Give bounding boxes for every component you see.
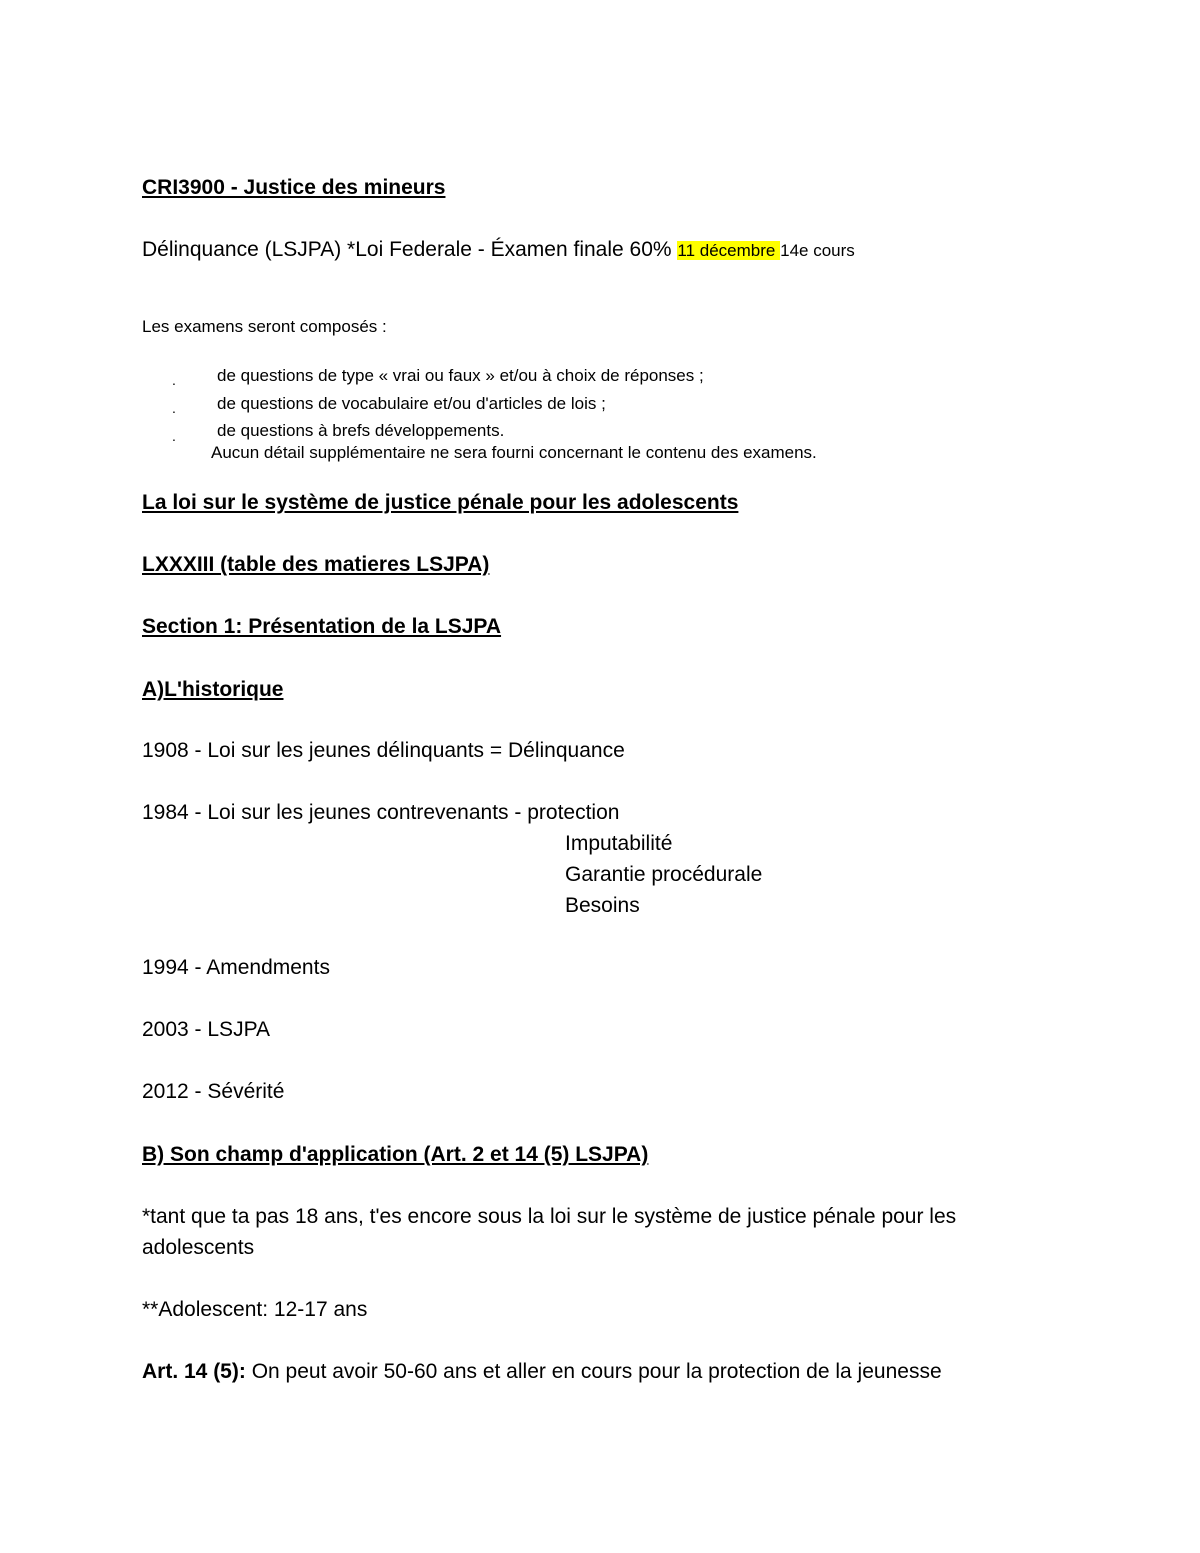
intro-prefix: Délinquance (LSJPA) *Loi Federale - Éxamen finale 60%	[142, 238, 678, 261]
scope-note-line-1: *tant que ta pas 18 ans, t'es encore sous la loi sur le système de justice pénale pour les	[142, 1205, 957, 1228]
intro-line	[142, 238, 855, 262]
intro-suffix: 14e cours	[780, 241, 855, 260]
heading-toc: LXXXIII (table des matieres LSJPA)	[142, 553, 490, 576]
exam-item: de questions à brefs développements.	[217, 421, 505, 440]
article-label: Art. 14 (5):	[142, 1360, 246, 1383]
exam-item: de questions de vocabulaire et/ou d'articles de lois ;	[217, 394, 606, 413]
exams-lead: Les examens seront composés :	[142, 317, 387, 336]
exam-item: de questions de type « vrai ou faux » et/ou à choix de réponses ;	[217, 366, 704, 385]
bullet-dot: .	[172, 428, 176, 444]
history-1994: 1994 - Amendments	[142, 956, 330, 979]
heading-section-1: Section 1: Présentation de la LSJPA	[142, 615, 502, 638]
bullet-dot: .	[172, 400, 176, 416]
adolescent-definition: **Adolescent: 12-17 ans	[142, 1298, 368, 1321]
article-14-5	[142, 1360, 942, 1384]
bullet-dot: .	[172, 372, 176, 388]
heading-champ: B) Son champ d'application (Art. 2 et 14 (5) LSJPA)	[142, 1143, 649, 1166]
history-1984-sub: Besoins	[565, 894, 640, 917]
document-title: CRI3900 - Justice des mineurs	[142, 176, 446, 199]
article-text: On peut avoir 50-60 ans et aller en cours pour la protection de la jeunesse	[245, 1360, 942, 1383]
history-1984-sub: Garantie procédurale	[565, 863, 763, 886]
history-1908: 1908 - Loi sur les jeunes délinquants = Délinquance	[142, 739, 625, 762]
history-1984: 1984 - Loi sur les jeunes contrevenants - protection	[142, 801, 620, 824]
history-1984-sub: Imputabilité	[565, 832, 673, 855]
heading-historique: A)L'historique	[142, 678, 284, 701]
history-2012: 2012 - Sévérité	[142, 1080, 285, 1103]
exam-date-highlight: 11 décembre	[677, 241, 781, 260]
exams-note: Aucun détail supplémentaire ne sera fourni concernant le contenu des examens.	[211, 443, 817, 462]
scope-note-line-2: adolescents	[142, 1236, 255, 1259]
history-2003: 2003 - LSJPA	[142, 1018, 271, 1041]
heading-law: La loi sur le système de justice pénale pour les adolescents	[142, 491, 739, 514]
